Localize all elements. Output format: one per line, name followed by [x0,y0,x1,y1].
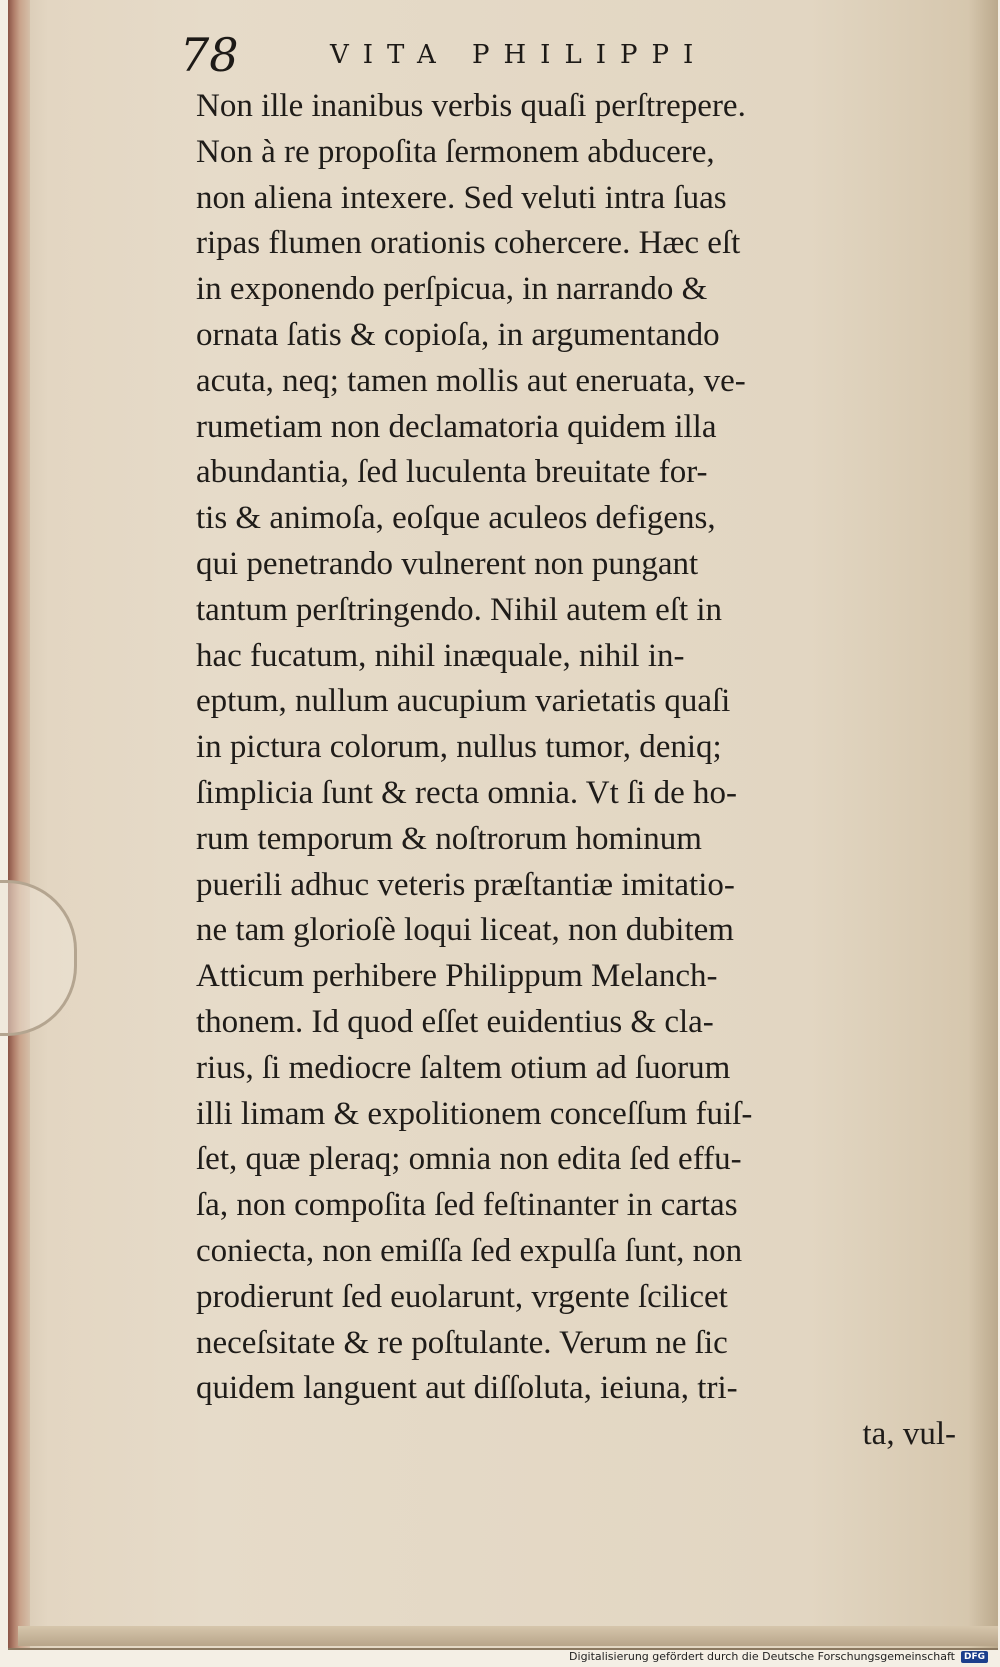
text-line: tis & animoſa, eoſque aculeos defigens, [196,500,716,537]
page-header [180,28,940,88]
text-line: prodierunt ſed euolarunt, vrgente ſcilicet [196,1278,728,1315]
text-line: illi limam & expolitionem conceſſum fuiſ- [196,1095,753,1132]
fore-edge [8,0,30,1648]
text-line: abundantia, ſed luculenta breuitate for- [196,454,708,491]
page-number: 78 [180,28,239,82]
text-line: quidem languent aut diſſoluta, ieiuna, tri- [196,1370,738,1407]
catchword: ta, vul- [862,1416,956,1453]
text-line: rumetiam non declamatoria quidem illa [196,408,717,445]
text-line: acuta, neq; tamen mollis aut eneruata, ve- [196,362,746,399]
text-line: eptum, nullum aucupium varietatis quaſi [196,683,731,720]
text-line: ripas flumen orationis cohercere. Hæc eſt [196,225,741,262]
text-line: puerili adhuc veteris præſtantiæ imitatio- [196,866,735,903]
text-line: ſimplicia ſunt & recta omnia. Vt ſi de ho- [196,774,738,811]
running-head: VITA PHILIPPI [330,40,708,70]
text-line: rius, ſi mediocre ſaltem otium ad ſuorum [196,1049,731,1086]
text-line: neceſsitate & re poſtulante. Verum ne ſic [196,1324,728,1361]
text-line: Atticum perhibere Philippum Melanch- [196,958,718,995]
text-line: Non à re propoſita ſermonem abducere, [196,133,715,170]
text-line: qui penetrando vulnerent non pungant [196,545,699,582]
text-line: thonem. Id quod eſſet euidentius & cla- [196,1003,714,1040]
dfg-logo: DFG [961,1651,988,1663]
text-line: rum temporum & noſtrorum hominum [196,820,702,857]
text-line: ornata ſatis & copioſa, in argumentando [196,316,720,353]
body-text [196,84,956,1458]
page-bottom-edge [18,1626,998,1646]
text-line: ſa, non compoſita ſed feſtinanter in cartas [196,1187,738,1224]
text-line: ne tam glorioſè loqui liceat, non dubitem [196,912,734,949]
text-line: hac fucatum, nihil inæquale, nihil in- [196,637,685,674]
credit-text: Digitalisierung gefördert durch die Deutsche Forschungsgemeinschaft [569,1650,955,1663]
text-line: coniecta, non emiſſa ſed expulſa ſunt, non [196,1232,743,1269]
text-line: non aliena intexere. Sed veluti intra ſuas [196,179,727,216]
text-line: ſet, quæ pleraq; omnia non edita ſed effu- [196,1141,742,1178]
text-line: in exponendo perſpicua, in narrando & [196,271,708,308]
text-line: tantum perſtringendo. Nihil autem eſt in [196,591,723,628]
text-line: Non ille inanibus verbis quaſi perſtrepere. [196,88,746,124]
text-line: in pictura colorum, nullus tumor, deniq; [196,729,722,766]
digitization-credit [569,1650,988,1663]
